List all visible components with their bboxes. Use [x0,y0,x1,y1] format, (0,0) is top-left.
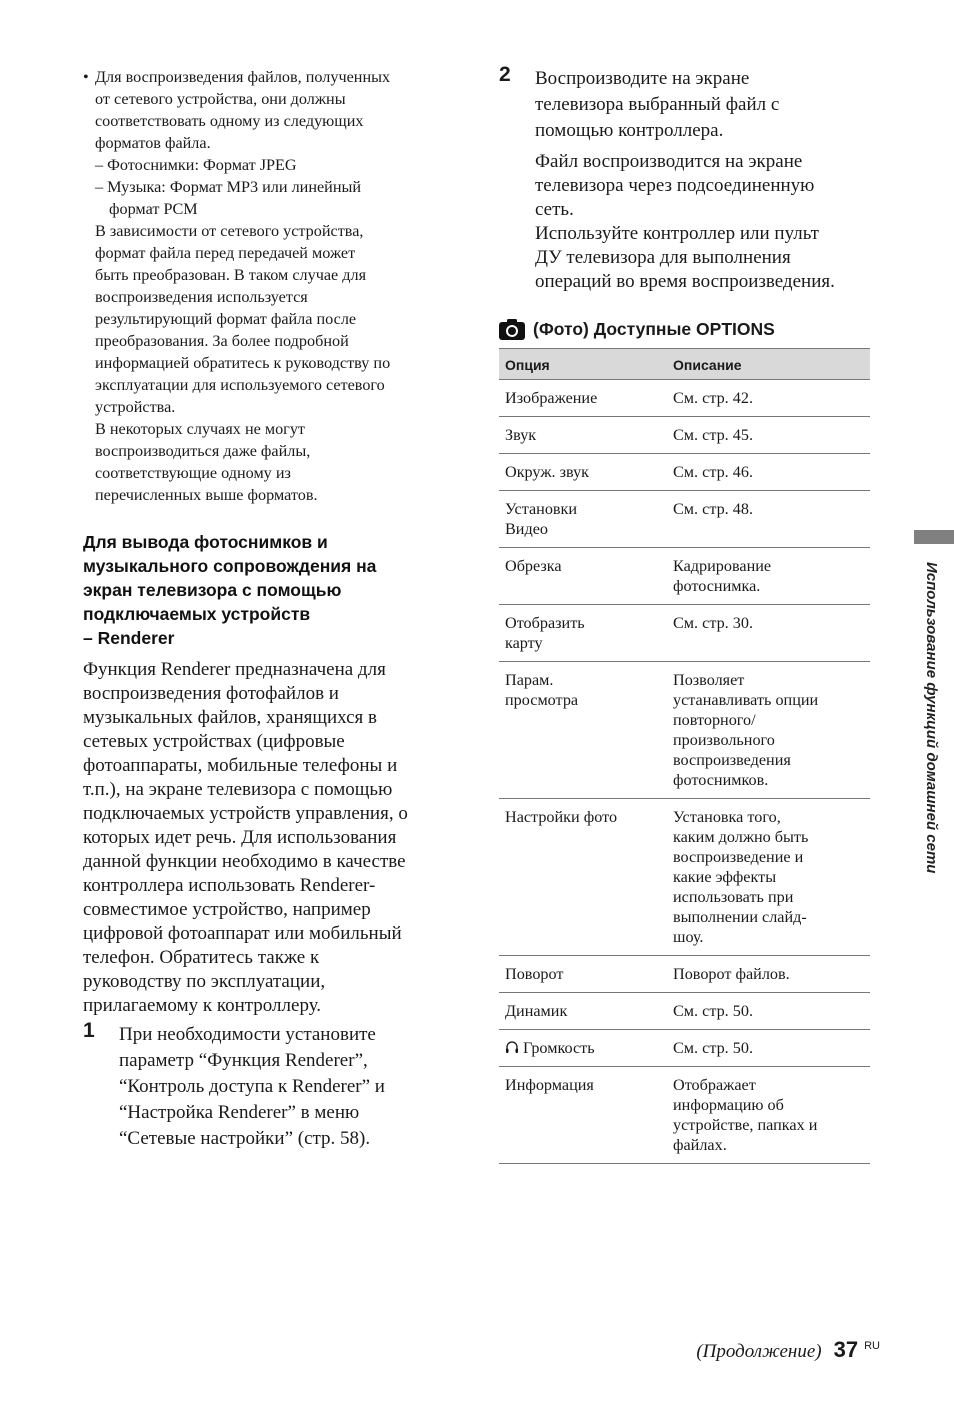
format-dash-item [95,176,451,220]
table-row [499,605,870,662]
text-line: Используйте контроллер или пульт [535,223,819,244]
description-line: См. стр. 30. [673,614,754,632]
table-title: (Фото) Доступные OPTIONS [533,318,775,339]
text-line: информацией обратитесь к руководству по [95,354,391,372]
text-line: воспроизведения фотофайлов и [83,683,339,704]
description-line: устанавливать опции [673,691,819,709]
text-line: преобразования. За более подробной [95,332,349,350]
step-1-number: 1 [83,1019,95,1042]
playback-note [83,418,451,506]
text-line: В зависимости от сетевого устройства, [95,222,364,240]
text-line: контроллера использовать Renderer- [83,875,376,896]
text-line: соответствовать одному из следующих [95,112,364,130]
text-line: “Сетевые настройки” (стр. 58). [119,1128,371,1149]
option-line: Изображение [505,389,598,407]
table-row [499,417,870,454]
description-line: каким должно быть [673,828,809,846]
text-line: результирующий формат файла после [95,310,357,328]
text-line: “Настройка Renderer” в меню [119,1102,360,1123]
option-cell [499,993,667,1030]
option-line: Обрезка [505,557,562,575]
text-line: воспроизводиться даже файлы, [95,442,311,460]
side-section-label: Использование функций домашней сети [923,562,940,874]
format-dash-list [83,154,451,220]
option-line: просмотра [505,691,579,709]
description-cell [667,417,870,454]
text-line: форматов файла. [95,134,211,152]
text-line: операций во время воспроизведения. [535,271,835,292]
option-cell [499,548,667,605]
renderer-description [83,658,451,1018]
format-dash-item [95,154,451,176]
description-cell [667,993,870,1030]
option-cell [499,454,667,491]
description-line: Позволяет [673,671,745,689]
option-cell [499,1030,667,1067]
description-line: См. стр. 46. [673,463,754,481]
text-line: При необходимости установите [119,1024,376,1045]
table-row [499,956,870,993]
text-line: перечисленных выше форматов. [95,486,318,504]
right-column [499,63,871,1164]
table-row [499,380,870,417]
side-tab-bar [914,530,954,544]
step-2 [499,63,871,144]
description-line: информацию об [673,1096,784,1114]
description-line: См. стр. 45. [673,426,754,444]
text-line: экран телевизора с помощью [83,580,342,600]
header-description: Описание [667,349,870,380]
description-cell [667,662,870,799]
text-line: музыкальных файлов, хранящихся в [83,707,378,728]
left-column [83,66,451,1152]
text-line: формат файла перед передачей может [95,244,356,262]
table-row [499,993,870,1030]
step-2-number: 2 [499,63,511,86]
text-line: телевизора через подсоединенную [535,175,815,196]
text-line: помощью контроллера. [535,120,724,141]
step-2-para-3 [499,222,871,294]
option-line: Громкость [505,1038,661,1058]
description-line: См. стр. 50. [673,1002,754,1020]
text-line: – Фотоснимки: Формат JPEG [95,156,297,174]
description-line: выполнении слайд- [673,908,807,926]
table-row [499,548,870,605]
description-line: Поворот файлов. [673,965,790,983]
option-cell [499,417,667,454]
description-cell [667,548,870,605]
text-line: Файл воспроизводится на экране [535,151,803,172]
text-line: подключаемых устройств управления, о [83,803,408,824]
option-cell [499,491,667,548]
description-line: См. стр. 50. [673,1039,754,1057]
description-cell [667,605,870,662]
description-cell [667,491,870,548]
description-cell [667,1067,870,1164]
option-cell [499,380,667,417]
description-cell [667,1030,870,1067]
description-line: См. стр. 48. [673,500,754,518]
text-line: сеть. [535,199,574,220]
table-row [499,1030,870,1067]
text-line: Для вывода фотоснимков и [83,532,328,552]
text-line: руководству по эксплуатации, [83,971,326,992]
option-cell [499,1067,667,1164]
text-line: данной функции необходимо в качестве [83,851,406,872]
table-row [499,799,870,956]
step-1-text [119,1022,451,1152]
options-table [499,348,870,1164]
text-line: быть преобразован. В таком случае для [95,266,367,284]
text-line: подключаемых устройств [83,604,311,624]
option-cell [499,605,667,662]
option-line: Видео [505,520,548,538]
text-line: телефон. Обратитесь также к [83,947,320,968]
text-line: сетевых устройствах (цифровые [83,731,345,752]
option-line: Звук [505,426,537,444]
description-line: произвольного [673,731,775,749]
text-line: совместимое устройство, например [83,899,371,920]
text-line: “Контроль доступа к Renderer” и [119,1076,385,1097]
text-line: воспроизведения используется [95,288,308,306]
text-line: музыкального сопровождения на [83,556,377,576]
description-line: воспроизведения [673,751,791,769]
description-line: устройстве, папках и [673,1116,818,1134]
description-line: Отображает [673,1076,756,1094]
text-line: соответствующие одному из [95,464,291,482]
text-line: телевизора выбранный файл с [535,94,780,115]
table-row [499,454,870,491]
camera-icon [499,318,525,340]
description-line: фотоснимков. [673,771,769,789]
description-line: Установка того, [673,808,781,826]
description-cell [667,380,870,417]
text-line: фотоаппараты, мобильные телефоны и [83,755,398,776]
table-heading [499,318,871,340]
text-line: устройства. [95,398,176,416]
step-2-para-2 [499,150,871,222]
text-line: эксплуатации для используемого сетевого [95,376,385,394]
option-cell [499,799,667,956]
option-line: Настройки фото [505,808,618,826]
text-line: Для воспроизведения файлов, полученных [95,68,391,86]
description-line: воспроизведение и [673,848,804,866]
text-line: Функция Renderer предназначена для [83,659,386,680]
text-line: Воспроизводите на экране [535,68,750,89]
text-line: от сетевого устройства, они должны [95,90,346,108]
step-1 [83,1019,451,1152]
headphones-icon [505,1039,519,1053]
description-line: повторного/ [673,711,756,729]
option-line: Отобразить [505,614,585,632]
text-line: ДУ телевизора для выполнения [535,247,791,268]
text-line: которых идет речь. Для использования [83,827,397,848]
description-line: использовать при [673,888,794,906]
description-line: См. стр. 42. [673,389,754,407]
options-body [499,380,870,1164]
text-line: параметр “Функция Renderer”, [119,1050,368,1071]
text-line: – Renderer [83,628,175,648]
page-number: 37 [833,1337,859,1362]
option-line: Установки [505,500,578,518]
text-line: формат PCM [109,200,198,218]
description-line: фотоснимка. [673,577,761,595]
option-line: Поворот [505,965,564,983]
description-line: какие эффекты [673,868,777,886]
text-line: В некоторых случаях не могут [95,420,305,438]
option-line: Информация [505,1076,594,1094]
table-row [499,491,870,548]
table-row [499,1067,870,1164]
description-cell [667,454,870,491]
option-cell [499,956,667,993]
description-cell [667,799,870,956]
option-line: Парам. [505,671,554,689]
text-line: т.п.), на экране телевизора с помощью [83,779,393,800]
option-line: Окруж. звук [505,463,590,481]
option-cell [499,662,667,799]
continued-label: (Продолжение) [696,1341,822,1362]
text-line: прилагаемому к контроллеру. [83,995,322,1016]
text-line: – Музыка: Формат MP3 или линейный [95,178,362,196]
text-line: цифровой фотоаппарат или мобильный [83,923,402,944]
option-line: Динамик [505,1002,568,1020]
description-line: файлах. [673,1136,727,1154]
table-header-row [499,349,870,380]
step-2-text [535,66,871,144]
table-row [499,662,870,799]
page-footer [600,1337,880,1363]
bullet-dot: • [83,68,89,86]
conversion-note [83,220,451,418]
section-heading-renderer [83,530,451,650]
description-line: шоу. [673,928,704,946]
language-code: RU [864,1340,880,1352]
option-line: карту [505,634,543,652]
description-line: Кадрирование [673,557,772,575]
format-bullet [83,66,451,154]
description-cell [667,956,870,993]
bullet-lines [95,66,451,154]
header-option: Опция [499,349,667,380]
